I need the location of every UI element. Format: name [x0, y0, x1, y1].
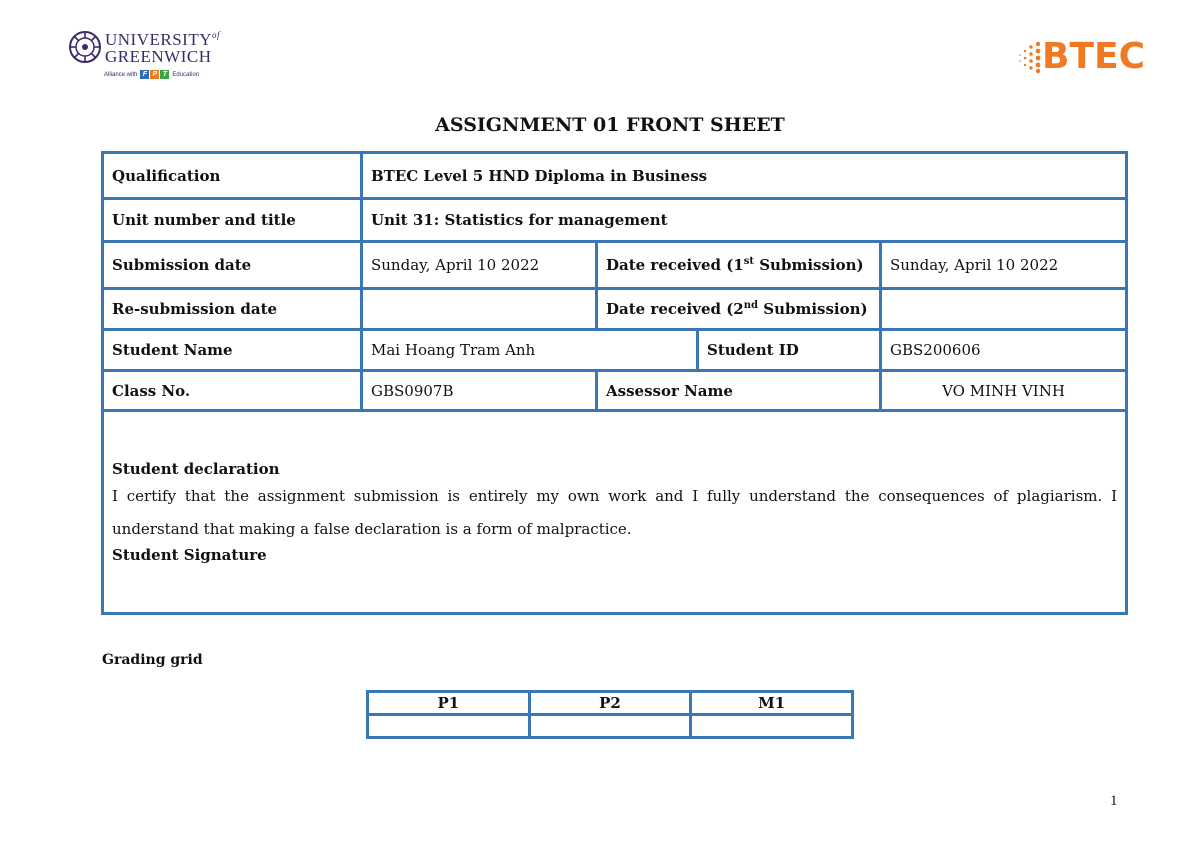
- btec-wordmark: BTEC: [1042, 36, 1146, 77]
- date-received-1-value: Sunday, April 10 2022: [881, 242, 1127, 289]
- university-name-line2: GREENWICH: [105, 47, 212, 66]
- university-logo: [68, 28, 221, 84]
- class-row: [103, 371, 1127, 411]
- submission-date-value: Sunday, April 10 2022: [362, 242, 597, 289]
- grading-grid-table: [366, 690, 854, 739]
- btec-dots-icon: [1018, 40, 1042, 74]
- qualification-value: BTEC Level 5 HND Diploma in Business: [362, 153, 1127, 199]
- resubmission-row: [103, 289, 1127, 330]
- student-id-value: GBS200606: [881, 330, 1127, 371]
- grading-header-m1: M1: [691, 692, 853, 715]
- resubmission-date-label: Re-submission date: [103, 289, 362, 330]
- declaration-row: [103, 411, 1127, 614]
- grading-value-row: [368, 715, 853, 738]
- qualification-label: Qualification: [103, 153, 362, 199]
- fpt-logo: F P T: [140, 70, 169, 79]
- page-title: ASSIGNMENT 01 FRONT SHEET: [435, 114, 785, 136]
- declaration-title: Student declaration: [112, 460, 280, 478]
- student-id-label: Student ID: [698, 330, 881, 371]
- grading-value-m1: [691, 715, 853, 738]
- grading-header-p2: P2: [529, 692, 691, 715]
- grading-value-p1: [368, 715, 530, 738]
- submission-date-label: Submission date: [103, 242, 362, 289]
- resubmission-date-value: [362, 289, 597, 330]
- unit-row: [103, 199, 1127, 242]
- student-row: [103, 330, 1127, 371]
- assessor-value: VO MINH VINH: [881, 371, 1127, 411]
- btec-logo: [1018, 38, 1148, 78]
- declaration-text: I certify that the assignment submission is entirely my own work and I fully understand the consequences of plagiarism. I understand that making a false declaration is a form of malpractice.: [112, 487, 1118, 538]
- unit-label: Unit number and title: [103, 199, 362, 242]
- page-number: 1: [1110, 793, 1118, 809]
- student-name-value: Mai Hoang Tram Anh: [362, 330, 698, 371]
- unit-value: Unit 31: Statistics for management: [362, 199, 1127, 242]
- front-sheet-table: [101, 151, 1128, 615]
- signature-label: Student Signature: [112, 546, 267, 564]
- alliance-line: Alliance with F P T Education: [104, 71, 200, 78]
- assessor-label: Assessor Name: [597, 371, 881, 411]
- class-value: GBS0907B: [362, 371, 597, 411]
- class-label: Class No.: [103, 371, 362, 411]
- grading-value-p2: [529, 715, 691, 738]
- date-received-1-label: Date received (1st Submission): [597, 242, 881, 289]
- date-received-2-label: Date received (2nd Submission): [597, 289, 881, 330]
- date-received-2-value: [881, 289, 1127, 330]
- submission-row: [103, 242, 1127, 289]
- university-crest-icon: [68, 30, 102, 64]
- student-name-label: Student Name: [103, 330, 362, 371]
- grading-header-row: [368, 692, 853, 715]
- university-name-line1: $UNIVERSITY^{of}$: [105, 30, 221, 49]
- grading-grid-label: Grading grid: [102, 652, 203, 668]
- grading-header-p1: P1: [368, 692, 530, 715]
- qualification-row: [103, 153, 1127, 199]
- declaration-cell: [103, 411, 1127, 614]
